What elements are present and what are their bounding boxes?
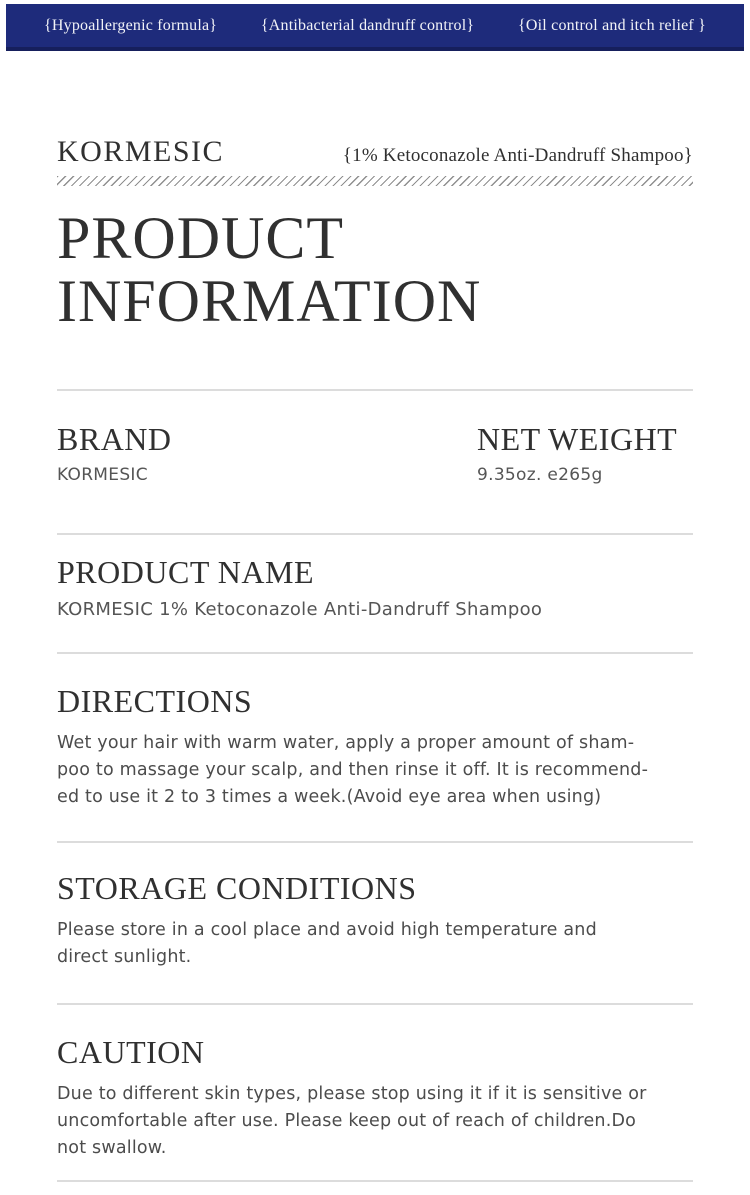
brand-value: KORMESIC bbox=[57, 465, 148, 485]
product-name-section bbox=[57, 535, 693, 620]
storage-conditions-text bbox=[57, 917, 693, 971]
storage-line-2: direct sunlight. bbox=[57, 947, 192, 967]
banner-feature-hypoallergenic: {Hypoallergenic formula} bbox=[44, 16, 218, 34]
directions-section bbox=[57, 654, 693, 811]
content-column bbox=[57, 137, 693, 1182]
brand-heading: BRAND bbox=[57, 421, 172, 457]
product-info-page bbox=[0, 4, 750, 1182]
directions-line-3: ed to use it 2 to 3 times a week.(Avoid eye area when using) bbox=[57, 787, 602, 807]
page-title-line-1: PRODUCT bbox=[57, 205, 345, 271]
storage-conditions-section bbox=[57, 843, 693, 971]
brand-header-row bbox=[57, 137, 693, 167]
caution-line-2: uncomfortable after use. Please keep out of reach of children.Do bbox=[57, 1111, 637, 1131]
storage-line-1: Please store in a cool place and avoid high temperature and bbox=[57, 920, 597, 940]
banner-feature-oil-control: {Oil control and itch relief } bbox=[518, 16, 706, 34]
page-title bbox=[57, 207, 693, 333]
directions-line-2: poo to massage your scalp, and then rinse it off. It is recommend- bbox=[57, 760, 649, 780]
caution-heading: CAUTION bbox=[57, 1034, 205, 1070]
net-weight-section bbox=[477, 422, 693, 485]
brand-netweight-section bbox=[57, 391, 693, 485]
product-name-value: KORMESIC 1% Ketoconazole Anti-Dandruff Shampoo bbox=[57, 599, 543, 620]
slash-pattern-divider bbox=[57, 176, 693, 186]
product-name-heading: PRODUCT NAME bbox=[57, 554, 314, 590]
page-title-line-2: INFORMATION bbox=[57, 268, 482, 334]
caution-line-1: Due to different skin types, please stop using it if it is sensitive or bbox=[57, 1084, 647, 1104]
net-weight-value: 9.35oz. e265g bbox=[477, 465, 603, 485]
brand-logo: KORMESIC bbox=[57, 135, 225, 168]
caution-line-3: not swallow. bbox=[57, 1138, 167, 1158]
banner-feature-antibacterial: {Antibacterial dandruff control} bbox=[260, 16, 475, 34]
directions-text bbox=[57, 730, 693, 811]
caution-section bbox=[57, 1005, 693, 1162]
brand-section bbox=[57, 422, 477, 485]
caution-text bbox=[57, 1081, 693, 1162]
storage-conditions-heading: STORAGE CONDITIONS bbox=[57, 870, 417, 906]
divider bbox=[57, 1180, 693, 1182]
net-weight-heading: NET WEIGHT bbox=[477, 421, 678, 457]
directions-line-1: Wet your hair with warm water, apply a proper amount of sham- bbox=[57, 733, 635, 753]
feature-banner bbox=[6, 4, 744, 51]
product-tagline: {1% Ketoconazole Anti-Dandruff Shampoo} bbox=[342, 145, 693, 166]
directions-heading: DIRECTIONS bbox=[57, 683, 253, 719]
